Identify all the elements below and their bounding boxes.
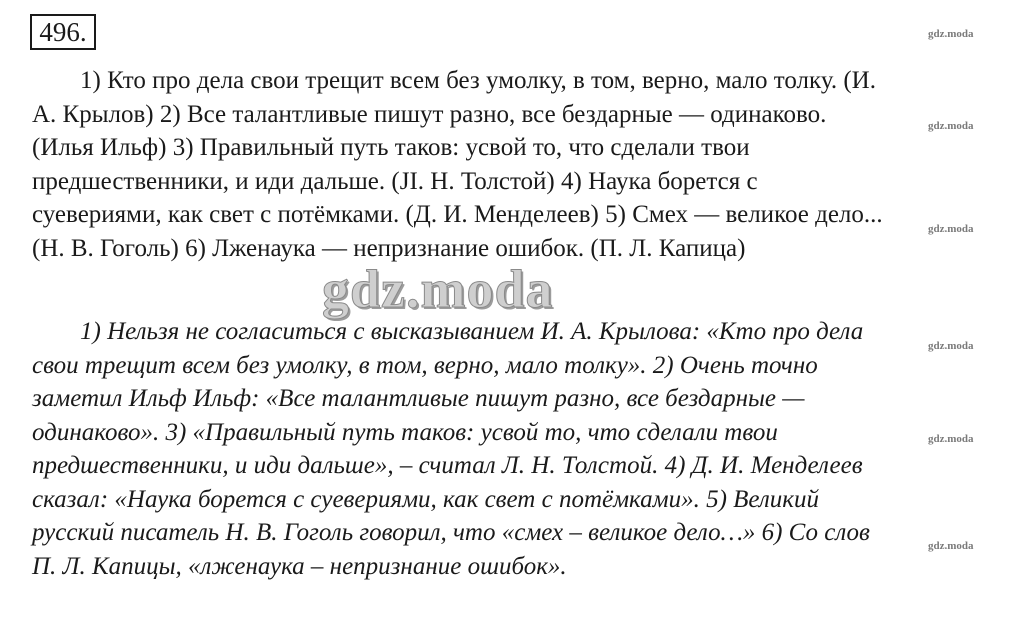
text-line: свои трещит всем без умолку, в том, верно, мало толку». 2) Очень точно — [32, 351, 818, 379]
watermark-small: gdz.moda — [928, 540, 974, 552]
text-line: сказал: «Наука борется с суевериями, как свет с потёмками». 5) Великий — [32, 485, 819, 513]
text-line: П. Л. Капицы, «лженаука – непризнание ошибок». — [32, 552, 567, 580]
original-quotes-paragraph — [32, 64, 984, 265]
text-line: русский писатель Н. В. Гоголь говорил, что «смех – великое дело…» 6) Со слов — [32, 519, 870, 546]
watermark-small: gdz.moda — [928, 28, 974, 40]
text-line: А. Крылов) 2) Все талантливые пишут разно, все бездарные — одинаково. — [32, 100, 827, 128]
watermark-logo: gdz.moda — [322, 259, 554, 319]
rewritten-quotes-paragraph — [32, 315, 984, 583]
text-line: 1) Кто про дела свои трещит всем без умолку, в том, верно, мало толку. (И. — [80, 67, 876, 94]
text-line: суевериями, как свет с потёмками. (Д. И. Менделеев) 5) Смех — великое дело... — [32, 201, 883, 228]
text-line: заметил Ильф Ильф: «Все талантливые пишут разно, все бездарные — — [32, 385, 805, 412]
text-line: одинаково». 3) «Правильный путь таков: усвой то, что сделали твои — [32, 418, 778, 446]
text-line: 1) Нельзя не согласиться с высказыванием И. А. Крылова: «Кто про дела — [80, 318, 864, 345]
text-line: (Н. В. Гоголь) 6) Лженаука — непризнание ошибок. (П. Л. Капица) — [32, 234, 746, 262]
exercise-number: 496. — [30, 14, 96, 50]
text-line: (Илья Ильф) 3) Правильный путь таков: усвой то, что сделали твои — [32, 134, 750, 161]
watermark-small: gdz.moda — [928, 433, 974, 445]
watermark-small: gdz.moda — [928, 120, 974, 132]
watermark-small: gdz.moda — [928, 340, 974, 352]
text-line: предшественники, и иди дальше. (JI. Н. Толстой) 4) Наука борется с — [32, 167, 758, 195]
text-line: предшественники, и иди дальше», – считал Л. Н. Толстой. 4) Д. И. Менделеев — [32, 452, 863, 479]
watermark-small: gdz.moda — [928, 223, 974, 235]
